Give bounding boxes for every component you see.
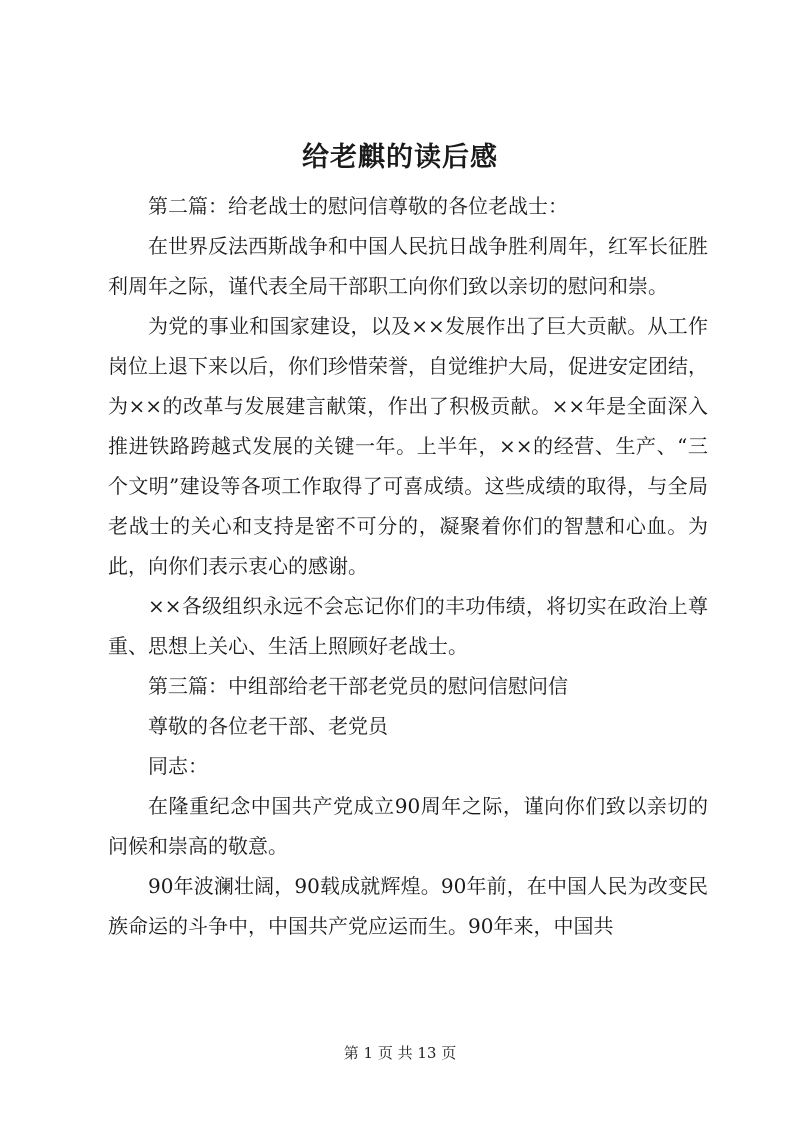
paragraph: 尊敬的各位老干部、老党员 — [148, 714, 388, 738]
paragraph: ××各级组织永远不会忘记你们的丰功伟绩，将切实在政治上尊重、思想上关心、生活上照顾好老战士。 — [108, 594, 708, 658]
paragraph: 同志： — [148, 754, 208, 778]
document-body — [108, 186, 708, 946]
paragraph: 为党的事业和国家建设，以及××发展作出了巨大贡献。从工作岗位上退下来以后，你们珍惜荣誉，自觉维护大局，促进安定团结，为××的改革与发展建言献策，作出了积极贡献。××年是全面深入推进铁路跨越式发展的关键一年。上半年，××的经营、生产、“三个文明”建设等各项工作取得了可喜成绩。这些成绩的取得，与全局老战士的关心和支持是密不可分的，凝聚着你们的智慧和心血。为此，向你们表示衷心的感谢。 — [108, 314, 708, 578]
paragraph: 在隆重纪念中国共产党成立90周年之际，谨向你们致以亲切的问候和崇高的敬意。 — [108, 794, 708, 858]
paragraph: 90年波澜壮阔，90载成就辉煌。90年前，在中国人民为改变民族命运的斗争中，中国共产党应运而生。90年来，中国共 — [108, 874, 708, 938]
paragraph: 在世界反法西斯战争和中国人民抗日战争胜利周年，红军长征胜利周年之际，谨代表全局干部职工向你们致以亲切的慰问和崇。 — [108, 234, 708, 298]
paragraph: 第三篇：中组部给老干部老党员的慰问信慰问信 — [148, 674, 568, 698]
document-title: 给老麒的读后感 — [302, 142, 498, 173]
paragraph: 第二篇：给老战士的慰问信尊敬的各位老战士： — [148, 194, 568, 218]
page-number-footer: 第 1 页 共 13 页 — [343, 1044, 457, 1062]
